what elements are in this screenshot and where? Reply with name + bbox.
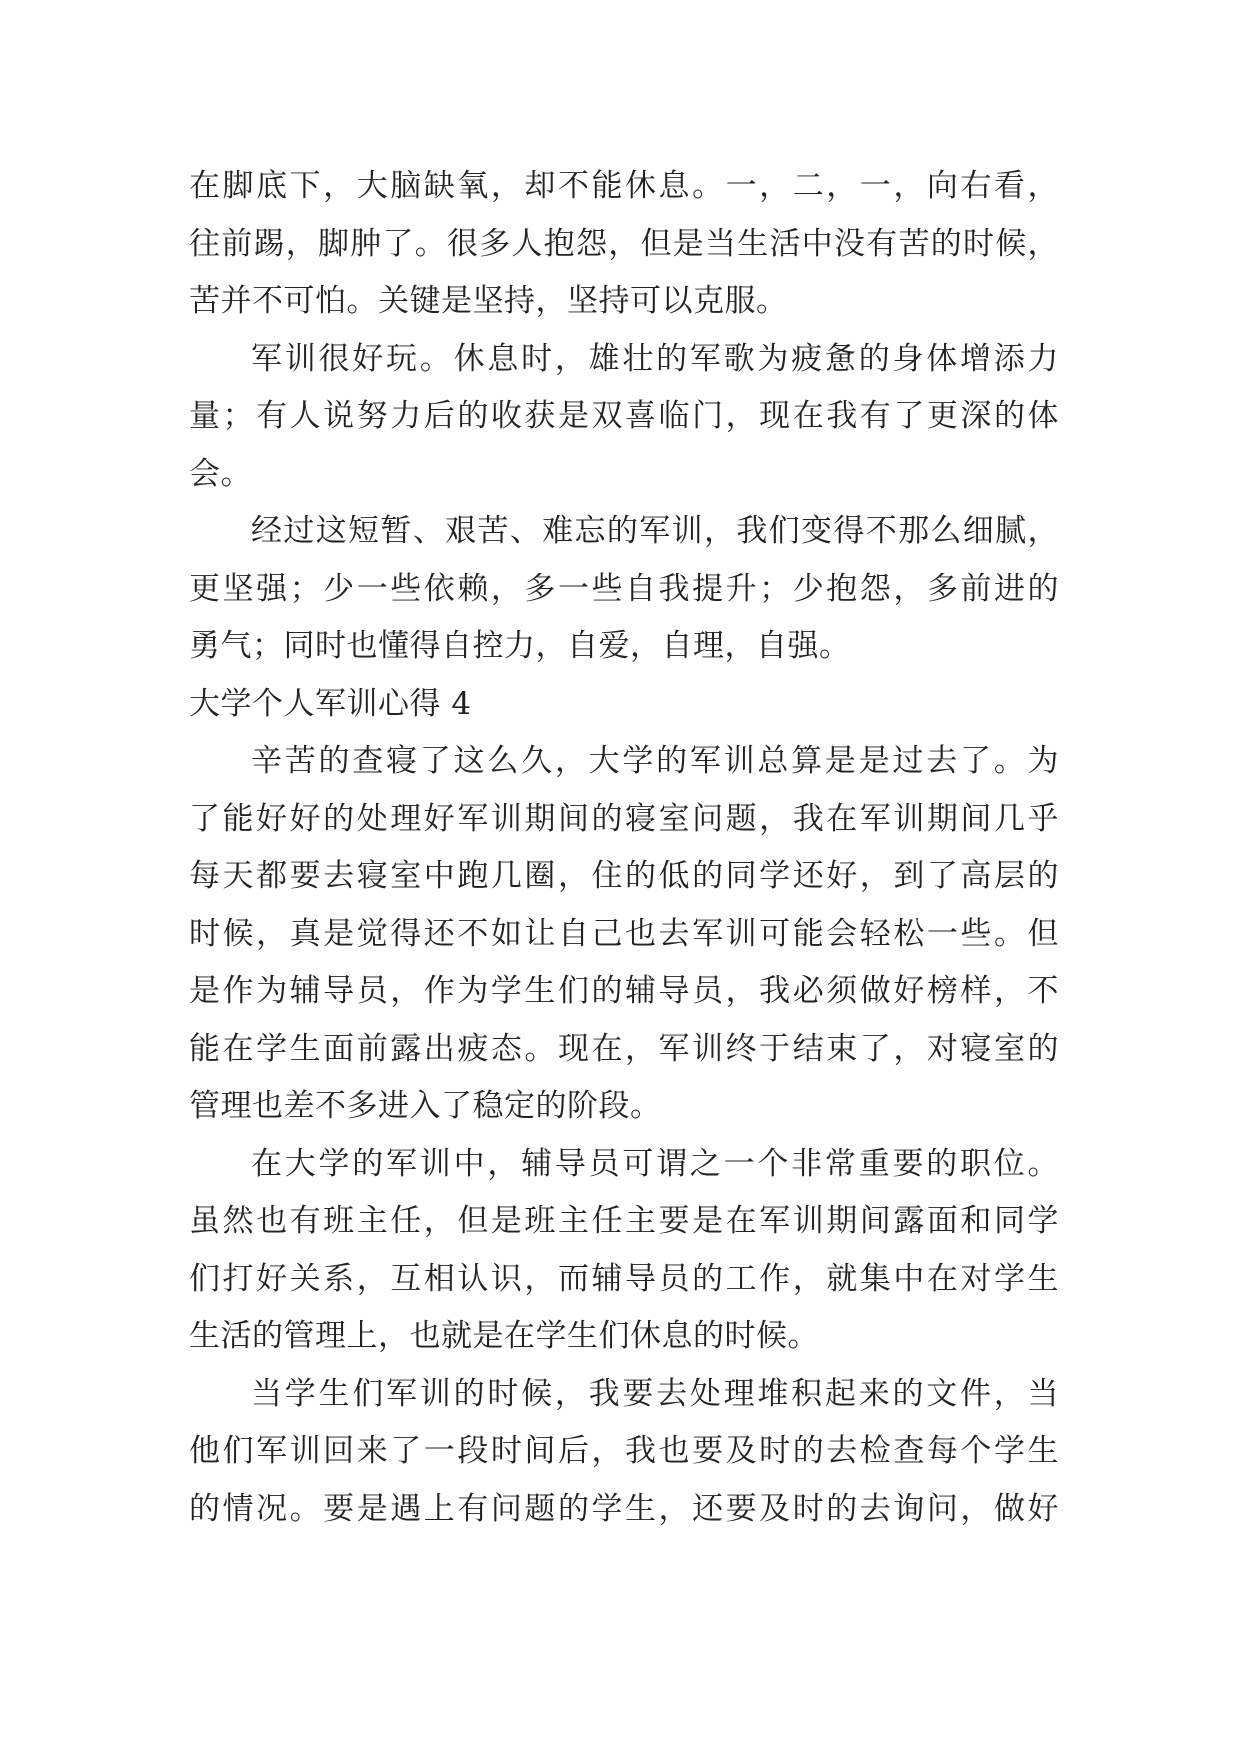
- text-line: 在大学的军训中，辅导员可谓之一个非常重要的职位。: [251, 1145, 1059, 1182]
- text-line: 苦并不可怕。关键是坚持，坚持可以克服。: [189, 283, 788, 319]
- text-line: 经过这短暂、艰苦、难忘的军训，我们变得不那么细腻，: [251, 513, 1059, 549]
- text-line: 会。: [189, 455, 252, 492]
- text-line: 军训很好玩。休息时，雄壮的军歌为疲惫的身体增添力: [251, 340, 1059, 377]
- text-line: 更坚强；少一些依赖，多一些自我提升；少抱怨，多前进的: [189, 570, 1059, 607]
- text-line: 往前踢，脚肿了。很多人抱怨，但是当生活中没有苦的时候，: [189, 225, 1059, 262]
- text-line: 虽然也有班主任，但是班主任主要是在军训期间露面和同学: [189, 1203, 1059, 1239]
- paragraph: [189, 1366, 1059, 1539]
- text-line: 了能好好的处理好军训期间的寝室问题，我在军训期间几乎: [189, 800, 1059, 837]
- text-line: 们打好关系，互相认识，而辅导员的工作，就集中在对学生: [189, 1260, 1059, 1297]
- text-line: 当学生们军训的时候，我要去处理堆积起来的文件，当: [251, 1375, 1059, 1412]
- text-line: 勇气；同时也懂得自控力，自爱，自理，自强。: [189, 628, 851, 664]
- text-line: 管理也差不多进入了稳定的阶段。: [189, 1088, 662, 1124]
- text-line: 每天都要去寝室中跑几圈，住的低的同学还好，到了高层的: [189, 858, 1059, 894]
- text-line: 生活的管理上，也就是在学生们休息的时候。: [189, 1318, 819, 1354]
- section-heading: 大学个人军训心得 4: [189, 685, 472, 722]
- paragraph: [189, 331, 1059, 504]
- document-body: [189, 158, 1059, 1538]
- paragraph: [189, 733, 1059, 1136]
- text-line: 的情况。要是遇上有问题的学生，还要及时的去询问，做好: [189, 1490, 1059, 1527]
- text-line: 能在学生面前露出疲态。现在，军训终于结束了，对寝室的: [189, 1030, 1059, 1067]
- text-line: 时候，真是觉得还不如让自己也去军训可能会轻松一些。但: [189, 915, 1059, 952]
- text-line: 是作为辅导员，作为学生们的辅导员，我必须做好榜样，不: [189, 973, 1059, 1009]
- text-line: 他们军训回来了一段时间后，我也要及时的去检查每个学生: [189, 1433, 1059, 1469]
- text-line: 辛苦的查寝了这么久，大学的军训总算是是过去了。为: [251, 743, 1059, 779]
- paragraph: [189, 503, 1059, 676]
- paragraph: [189, 158, 1059, 331]
- paragraph: [189, 1136, 1059, 1366]
- text-line: 在脚底下，大脑缺氧，却不能休息。一，二，一，向右看，: [189, 168, 1059, 204]
- text-line: 量；有人说努力后的收获是双喜临门，现在我有了更深的体: [189, 398, 1059, 434]
